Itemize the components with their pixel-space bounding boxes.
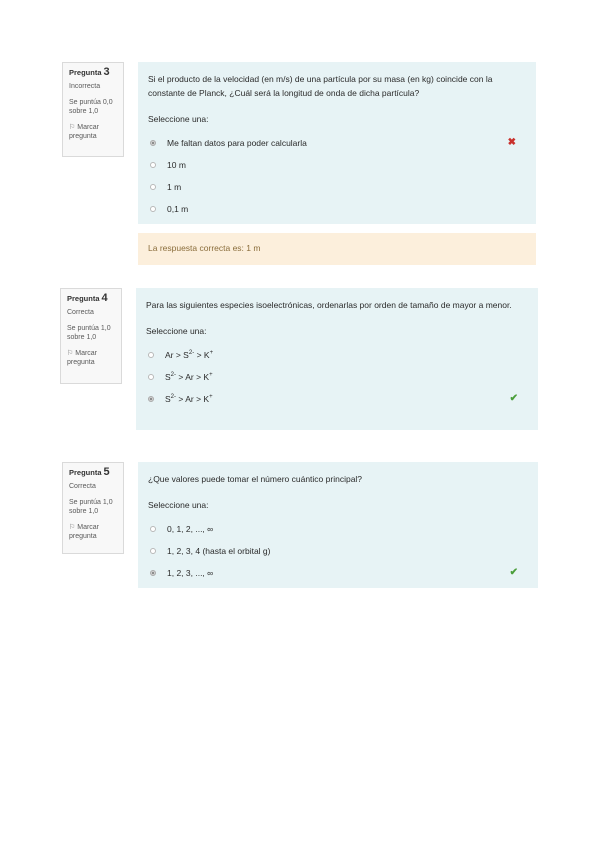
flag-icon: ⚐ (69, 524, 76, 531)
answer-label: 1, 2, 3, ..., ∞ (167, 568, 214, 578)
flag-question-label: Marcar pregunta (69, 524, 100, 540)
radio-button[interactable] (148, 352, 154, 358)
radio-button[interactable] (150, 206, 156, 212)
question-text: Para las siguientes especies isoelectrónicas, ordenarlas por orden de tamaño de mayor a menor. (146, 300, 512, 310)
question-label: Pregunta (67, 294, 100, 303)
answer-label: 10 m (167, 160, 186, 170)
question-label: Pregunta (69, 468, 102, 477)
question-number: 5 (103, 466, 110, 478)
answer-option[interactable] (148, 198, 526, 220)
question-grade: Se puntúa 1,0 sobre 1,0 (69, 499, 113, 515)
flag-question-label: Marcar pregunta (67, 350, 98, 366)
radio-button[interactable] (150, 140, 156, 146)
check-icon: ✔ (509, 393, 518, 404)
question-content (138, 62, 536, 224)
question-number: 3 (103, 66, 110, 78)
answer-label: $S^{2-} > Ar > K^+$ (165, 372, 213, 382)
question-content (138, 462, 538, 588)
flag-question-link[interactable] (69, 523, 119, 541)
answer-option[interactable] (148, 540, 528, 562)
flag-question-link[interactable] (69, 123, 119, 141)
question-state: Correcta (67, 309, 94, 316)
answer-option[interactable] (148, 176, 526, 198)
question-grade: Se puntúa 0,0 sobre 1,0 (69, 99, 113, 115)
answer-option[interactable] (148, 154, 526, 176)
select-prompt: Seleccione una: (148, 114, 209, 124)
answer-label: $S^{2-} > Ar > K^+$ (165, 394, 213, 404)
radio-button[interactable] (150, 184, 156, 190)
question-5 (62, 462, 538, 590)
answer-option[interactable] (148, 562, 528, 584)
check-icon: ✔ (509, 567, 518, 578)
question-number: 4 (101, 292, 108, 304)
answer-option[interactable] (148, 132, 526, 154)
radio-button[interactable] (150, 548, 156, 554)
answer-label: 0,1 m (167, 204, 189, 214)
question-grade: Se puntúa 1,0 sobre 1,0 (67, 325, 111, 341)
answer-option[interactable] (146, 388, 528, 410)
radio-button[interactable] (150, 526, 156, 532)
radio-button[interactable] (150, 570, 156, 576)
radio-button[interactable] (148, 374, 154, 380)
correct-answer-feedback: La respuesta correcta es: 1 m (138, 233, 536, 265)
select-prompt: Seleccione una: (148, 500, 209, 510)
question-state: Correcta (69, 483, 96, 490)
question-info (62, 62, 124, 157)
flag-question-link[interactable] (67, 349, 117, 367)
question-text: ¿Que valores puede tomar el número cuántico principal? (148, 474, 363, 484)
radio-button[interactable] (148, 396, 154, 402)
answer-option[interactable] (148, 518, 528, 540)
answer-option[interactable] (146, 366, 528, 388)
question-info (60, 288, 122, 384)
flag-icon: ⚐ (67, 350, 74, 357)
question-3 (62, 62, 536, 272)
answer-label: 0, 1, 2, ..., ∞ (167, 524, 214, 534)
question-text: Si el producto de la velocidad (en m/s) de una partícula por su masa (en kg) coincide con la constante de Planck, ¿Cuál será la longitud de onda de dicha partícula? (148, 74, 493, 98)
answer-option[interactable] (146, 344, 528, 366)
flag-question-label: Marcar pregunta (69, 124, 100, 140)
answer-label: 1, 2, 3, 4 (hasta el orbital g) (167, 546, 271, 556)
question-label: Pregunta (69, 68, 102, 77)
question-content (136, 288, 538, 430)
question-info (62, 462, 124, 554)
answer-label: $Ar > S^{2-} > K^+$ (165, 350, 214, 360)
radio-button[interactable] (150, 162, 156, 168)
cross-icon: ✖ (507, 137, 516, 148)
select-prompt: Seleccione una: (146, 326, 207, 336)
answer-label: Me faltan datos para poder calcularla (167, 138, 307, 148)
question-4 (60, 288, 540, 433)
question-state: Incorrecta (69, 83, 101, 90)
flag-icon: ⚐ (69, 124, 76, 131)
answer-label: 1 m (167, 182, 182, 192)
